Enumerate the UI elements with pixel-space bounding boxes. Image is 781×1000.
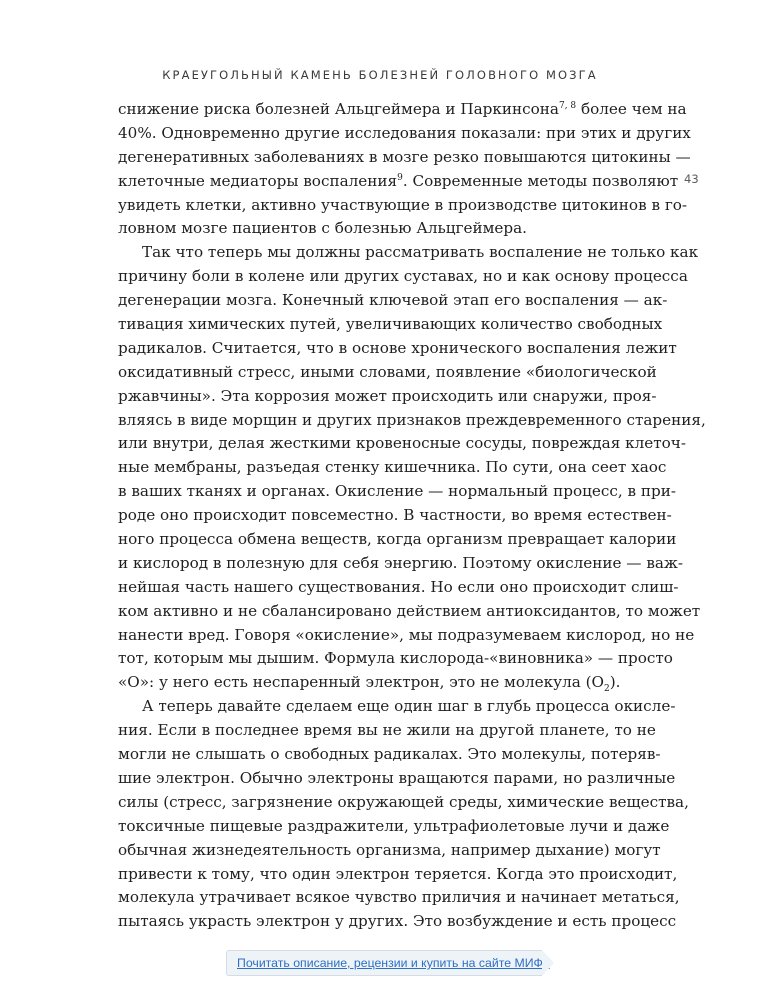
arrow-tab-icon	[542, 950, 554, 976]
text-line: дегенерации мозга. Конечный ключевой этап его воспаления — ак-	[118, 291, 668, 310]
text-line: роде оно происходит повсеместно. В частности, во время естествен-	[118, 506, 672, 525]
text-line: молекула утрачивает всякое чувство приличия и начинает метаться,	[118, 888, 680, 907]
running-head: КРАЕУГОЛЬНЫЙ КАМЕНЬ БОЛЕЗНЕЙ ГОЛОВНОГО МОЗГА	[162, 68, 598, 82]
text-line: тивация химических путей, увеличивающих количество свободных	[118, 315, 663, 334]
text-line: ком активно и не сбалансировано действием антиоксидантов, то может	[118, 601, 701, 620]
text-line: нанести вред. Говоря «окисление», мы подразумеваем кислород, но не	[118, 625, 695, 644]
text-line: ржавчины». Эта коррозия может происходить или снаружи, проя-	[118, 386, 657, 405]
text-line: А теперь давайте сделаем еще один шаг в глубь процесса окисле-	[142, 697, 676, 716]
text-line: клеточные медиаторы воспаления$^9$. Современные методы позволяют	[118, 171, 679, 190]
text-line: вляясь в виде морщин и других признаков преждевременного старения,	[118, 410, 706, 429]
subscript: 2	[604, 684, 610, 695]
page-number: 43	[684, 172, 699, 186]
text-line: нейшая часть нашего существования. Но если оно происходит слиш-	[118, 577, 679, 596]
text-line: радикалов. Считается, что в основе хронического воспаления лежит	[118, 338, 677, 357]
text-line: токсичные пищевые раздражители, ультрафиолетовые лучи и даже	[118, 816, 670, 835]
text-line: тот, которым мы дышим. Формула кислорода-«виновника» — просто	[118, 649, 673, 668]
footnote-ref: 9	[397, 172, 403, 183]
text-line: оксидативный стресс, иными словами, появление «биологической	[118, 362, 657, 381]
text-line: снижение риска болезней Альцгеймера и Паркинсона$^{7, 8}$ более чем на	[118, 100, 687, 118]
text-line: силы (стресс, загрязнение окружающей среды, химические вещества,	[118, 792, 689, 811]
text-line: ного процесса обмена веществ, когда организм превращает калории	[118, 530, 677, 549]
footnote-ref: 7, 8	[558, 100, 577, 111]
text-line: пытаясь украсть электрон у других. Это возбуждение и есть процесс	[118, 912, 677, 931]
text-line: в ваших тканях и органах. Окисление — нормальный процесс, в при-	[118, 482, 676, 501]
text-line: шие электрон. Обычно электроны вращаются парами, но различные	[118, 768, 676, 787]
text-line: обычная жизнедеятельность организма, например дыхание) могут	[118, 840, 661, 859]
text-line: 40%. Одновременно другие исследования показали: при этих и других	[118, 123, 691, 142]
text-line: или внутри, делая жесткими кровеносные сосуды, повреждая клеточ-	[118, 434, 686, 453]
text-line: дегенеративных заболеваниях в мозге резко повышаются цитокины —	[118, 147, 691, 166]
buy-book-link[interactable]: Почитать описание, рецензии и купить на сайте МИФа	[226, 950, 542, 976]
text-line: могли не слышать о свободных радикалах. Это молекулы, потеряв-	[118, 745, 661, 764]
text-line: ные мембраны, разъедая стенку кишечника. По сути, она сеет хаос	[118, 458, 667, 477]
text-line: привести к тому, что один электрон теряется. Когда это происходит,	[118, 864, 678, 883]
text-line: ловном мозге пациентов с болезнью Альцгеймера.	[118, 219, 528, 238]
footer-banner	[226, 950, 558, 980]
text-line: причину боли в колене или других суставах, но и как основу процесса	[118, 267, 688, 286]
text-line: ния. Если в последнее время вы не жили на другой планете, то не	[118, 721, 656, 740]
text-line: и кислород в полезную для себя энергию. Поэтому окисление — важ-	[118, 553, 684, 572]
text-line: Так что теперь мы должны рассматривать воспаление не только как	[142, 243, 699, 262]
text-line: увидеть клетки, активно участвующие в производстве цитокинов в го-	[118, 195, 688, 214]
text-line: «О»: у него есть неспаренный электрон, это не молекула $(О_2)$.	[118, 673, 621, 695]
